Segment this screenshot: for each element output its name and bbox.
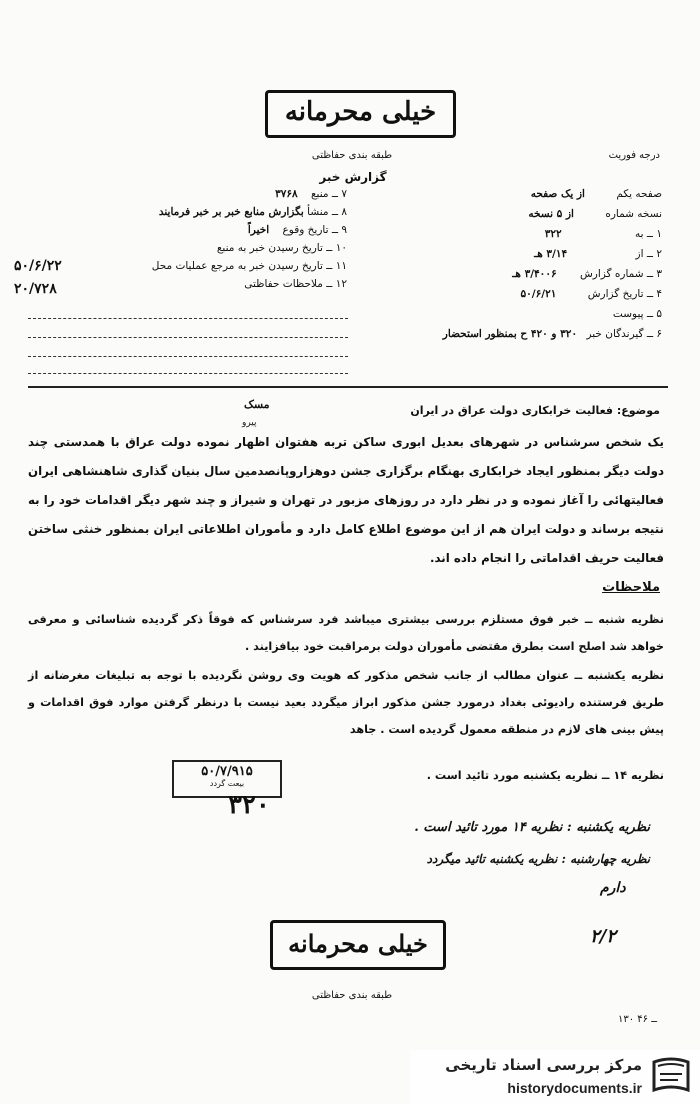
watermark-url: historydocuments.ir [507, 1080, 642, 1096]
field-label: ۴ ــ تاریخ گزارش [587, 288, 662, 300]
field-value: ۳۲۰ و ۴۲۰ ح بمنظور استحضار [442, 328, 578, 340]
right-fields [372, 188, 662, 348]
field-row [92, 224, 347, 242]
field-value: اخیراً [247, 224, 270, 236]
initials-top: دارم [600, 880, 626, 896]
remark-saturday: نظریه شنبه ــ خبر فوق مستلزم بررسی بیشتری میباشد فرد سرشناس که فوقاً ذکر گردیده شناسائی و معرفی خواهد شد اصلح است بطرق مقتضی مأموران دولت برمراقبت خود بیافزایند . [28, 613, 664, 653]
initials-mark: ۲/۲ [590, 926, 616, 947]
field-label: ۱۲ ــ ملاحظات حفاظتی [244, 278, 347, 290]
subject-text: فعالیت خرابکاری دولت عراق در ایران [410, 404, 613, 417]
field-row [92, 242, 347, 260]
rule [28, 337, 348, 338]
classification-label-bottom: طبقه بندی حفاظتی [311, 990, 393, 1001]
field-value: ۳/۴۰۰۶ هـ [512, 268, 557, 280]
form-code: ۱۳۰ ــ ۴۶ [618, 1014, 658, 1025]
field-row [372, 268, 662, 288]
field-value: ۳/۱۴ هـ [534, 248, 568, 260]
watermark-title: مرکز بررسی اسناد تاریخی [445, 1056, 642, 1074]
classification-label-top: طبقه بندی حفاظتی [311, 150, 393, 161]
rule [28, 356, 348, 357]
stamp-number: ۵۰/۷/۹۱۵ [201, 764, 253, 779]
stamp-line: بیعت گردد [209, 779, 245, 788]
field-row [92, 260, 347, 278]
archive-logo-icon [648, 1054, 694, 1100]
field-label: ۸ ــ منشأ [307, 206, 347, 218]
field-label: صفحه یکم [616, 188, 662, 200]
field-label: ۶ ــ گیرندگان خبر [586, 328, 662, 340]
classification-stamp-bottom: خیلی محرمانه [270, 920, 446, 970]
subject-line [230, 404, 660, 417]
report-body: یک شخص سرشناس در شهرهای بعدیل ابوری ساکن تربه هفتوان اظهار نموده دولت عراق با همدستی چند دولت دیگر بمنظور ایجاد خرابکاری بهنگام برگزاری جشن دوهزاروپانصدمین سال بنیان گذاری شاهنشاهی ایران فعالیتهائی را آغاز نموده و در نظر دارد در روزهای مزبور در تهران و شیراز و چند شهر دیگر اقدامات خود را به نتیجه برساند و دولت ایران هم از این موضوع اطلاع کامل دارد و مأموران اطلاعاتی ایران بمنظور خنثی ساختن فعالیت حریف اقداماتی را انجام داده اند. [28, 435, 664, 565]
subject-handwritten: مسک [244, 398, 270, 411]
field-value: از ۵ نسخه [528, 208, 574, 220]
margin-number-1: ۵۰/۶/۲۲ [14, 258, 62, 274]
remarks-heading: ملاحظات [602, 580, 660, 595]
field-label: ۱۱ ــ تاریخ رسیدن خبر به مرجع عملیات محل [151, 260, 347, 272]
field-row [92, 278, 347, 296]
handwritten-note-1: نظریه یکشنبه : نظریه ۱۴ مورد تائید است . [414, 820, 650, 835]
priority-label: درجه فوریت [608, 150, 660, 161]
section-divider [28, 386, 668, 388]
field-value: از یک صفحه [530, 188, 585, 200]
subject-small-note: پیرو [242, 418, 257, 428]
remark-14: نظریه ۱۴ ــ نظریه یکشنبه مورد تائید است . [426, 769, 664, 782]
margin-number-2: ۲۰/۷۲۸ [14, 281, 57, 297]
remark-sunday: نظریه یکشنبه ــ عنوان مطالب از جانب شخص مذکور که هویت وی روشن نگردیده با توجه به تبلیغات مغرضانه از طریق فرستنده رادیوئی بغداد درمورد جشن مذکور ابراز میگردد بعید نیست با درنظر گرفتن موارد فوق اقدامات و پیش بینی های لازم در منطقه معمول گردیده است . جاهد [28, 669, 664, 736]
field-value: ۵۰/۶/۲۱ [520, 288, 557, 300]
field-row [92, 188, 347, 206]
field-row [92, 206, 347, 224]
field-row [372, 288, 662, 308]
field-row [372, 328, 662, 348]
field-label: ۲ ــ از [635, 248, 662, 260]
left-fields [92, 188, 347, 296]
field-value: ۳۲۲ [544, 228, 562, 240]
field-row [372, 228, 662, 248]
rule [28, 318, 348, 319]
field-label: نسخه شماره [605, 208, 662, 220]
handwritten-note-2: نظریه چهارشنبه : نظریه یکشنبه تائید میگردد [426, 852, 650, 866]
field-label: ۵ ــ پیوست [612, 308, 662, 320]
field-row [372, 248, 662, 268]
classification-stamp-top: خیلی محرمانه [265, 90, 456, 138]
field-row [372, 188, 662, 208]
field-label: ۳ ــ شماره گزارش [579, 268, 662, 280]
field-label: ۷ ــ منبع [310, 188, 347, 200]
field-row [372, 208, 662, 228]
subject-label: موضوع: [616, 404, 660, 417]
watermark-logo [410, 1050, 700, 1104]
rule [28, 373, 348, 374]
field-value: بگزارش منابع خبر بر خبر فرمایند [158, 206, 304, 218]
field-value: ۳۷۶۸ [275, 188, 298, 200]
report-title: گزارش خبر [319, 170, 387, 184]
field-label: ۹ ــ تاریخ وقوع [282, 224, 347, 236]
stamp-handwritten: ۳۲۰ [228, 790, 270, 820]
field-label: ۱۰ ــ تاریخ رسیدن خبر به منبع [216, 242, 347, 254]
field-row [372, 308, 662, 328]
field-label: ۱ ــ به [634, 228, 662, 240]
